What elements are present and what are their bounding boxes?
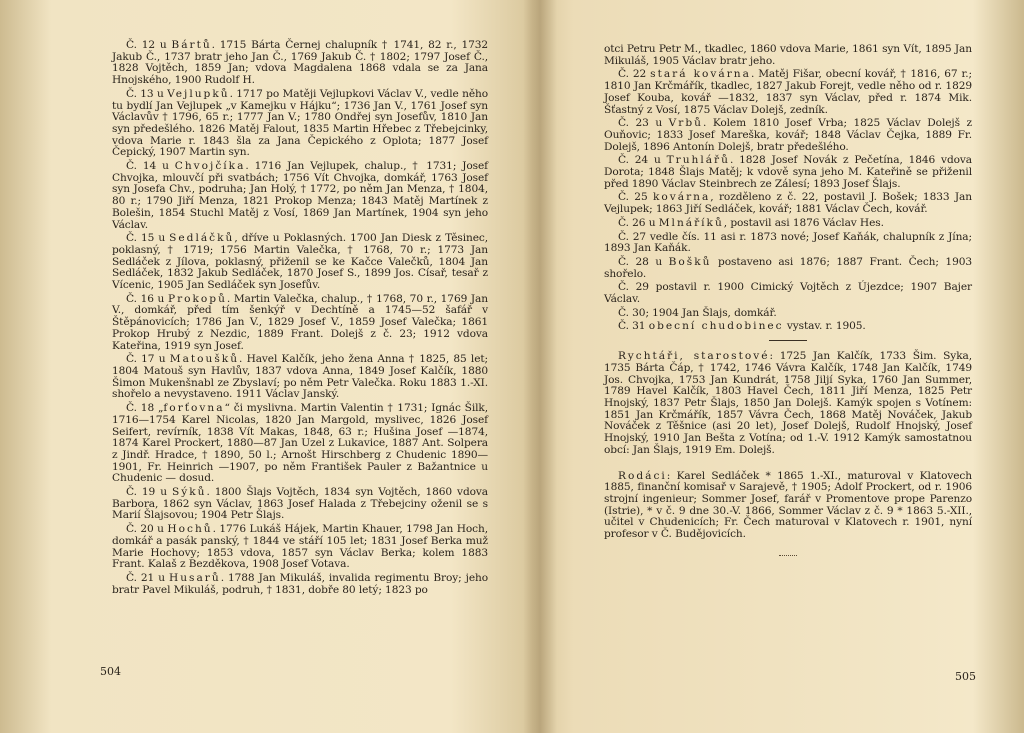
house-name: Chvojčíka <box>174 160 246 173</box>
right-page-text <box>604 44 972 556</box>
house-entry <box>604 218 972 230</box>
entry-lead: Č. 31 <box>618 320 649 333</box>
rychtari-heading: Rychtáři, starostové <box>618 350 770 363</box>
house-entry <box>604 44 972 67</box>
house-entry <box>112 354 488 401</box>
entry-text: . Martin Valečka, chalup., † 1768, 70 r., 1769 Jan V., domkář, před tím šenkýř v Dechtíně a 1745—52 šafář v Štěpánovicích; 1786 Jan V., 1829 Josef V., 1859 Josef Valečka; 1861 Prokop Hrubý z Nezdic, 1889 Frant. Dolejš z č. 23; 1912 vdova Kateřina, 1919 syn Josef. <box>112 292 488 352</box>
house-name: Vrbů <box>668 117 703 130</box>
entry-lead: Č. 13 u <box>126 87 168 100</box>
house-entry <box>604 118 972 153</box>
house-name: forťovna <box>163 402 225 415</box>
house-name: Hochů <box>167 523 213 536</box>
house-name: Vejlupků <box>167 87 230 100</box>
house-entry <box>112 161 488 231</box>
rychtari-text: : 1725 Jan Kalčík, 1733 Šim. Syka, 1735 Bárta Čáp, † 1742, 1746 Vávra Kalčík, 1748 Jan Kalčík, 1749 Jos. Chvojka, 1753 Jan Kundrát, 1758 Jiljí Syka, 1760 Jan Summer, 1789 Havel Kalčík, 1803 Havel Čech, 1811 Jiří Menza, 1825 Petr Hnojský, 1837 Petr Šlajs, 1850 Jan Dolejš. Kamýk spojen s Votínem: 1851 Jan Krčmářík, 1857 Vávra Čech, 1868 Matěj Nováček, Jakub Nováček z Těšnice (asi 20 let), Josef Dolejš, Rudolf Hnojský, Josef Hnojský, 1910 Jan Bešta z Votína; od 1.-V. 1912 Kamýk samostatnou obcí: Jan Šlajs, 1919 Em. Dolejš. <box>604 350 972 456</box>
entry-text: postaveno asi 1876; 1887 Frant. Čech; 1903 shořelo. <box>604 255 972 280</box>
house-entry <box>112 233 488 292</box>
house-name: Sedláčků <box>169 232 235 245</box>
entry-lead: Č. 23 u <box>618 117 669 130</box>
entry-lead: Č. 20 u <box>126 523 168 536</box>
entry-text: Č. 30; 1904 Jan Šlajs, domkář. <box>618 306 777 319</box>
house-name: Mlnáříků <box>658 216 724 229</box>
right-page <box>560 0 1024 733</box>
entry-text: , rozděleno z č. 22, postavil J. Bošek; 1833 Jan Vejlupek; 1863 Jiří Sedláček, kovář; 1881 Václav Čech, kovář. <box>604 191 972 216</box>
house-entry <box>604 308 972 320</box>
entry-text: “ či myslivna. Martin Valentin † 1731; Ignác Šilk, 1716—1754 Karel Nicolas, 1820 Jan Margold, myslivec, 1826 Josef Seifert, revírník, 1838 Vít Makas, 1848, 63 r.; Hušina Josef —1874, 1874 Karel Prockert, 1880—87 Jan Uzel z Lukavice, 1887 Ant. Solpera z Jindř. Hradce, † 1890, 50 l.; Arnošt Hirschberg z Chudenic 1890—1901, Fr. Heinrich —1907, po něm František Pauler z Bažantnice u Chudenic — dosud. <box>112 402 489 485</box>
house-entry <box>604 282 972 305</box>
entry-text: . 1788 Jan Mikuláš, invalida regimentu Broy; jeho bratr Pavel Mikuláš, podruh, † 1831, dobře 80 letý; 1823 po <box>112 571 489 596</box>
entry-lead: Č. 15 u <box>126 232 170 245</box>
house-name: obecní chudobinec <box>648 320 784 333</box>
house-entry <box>604 69 972 116</box>
entry-lead: Č. 17 u <box>126 353 170 366</box>
rodaci-paragraph <box>604 471 972 541</box>
entry-lead: Č. 18 „ <box>126 402 164 415</box>
entry-lead: Č. 25 <box>618 191 653 204</box>
house-entry <box>604 257 972 280</box>
entry-lead: Č. 26 u <box>618 216 659 229</box>
house-entry <box>112 89 488 159</box>
house-entry <box>112 487 488 522</box>
entry-lead: Č. 12 u <box>126 39 172 51</box>
house-name: Prokopů <box>167 292 227 305</box>
house-entry <box>112 294 488 353</box>
house-name: Bártů <box>171 39 212 51</box>
entry-text: . Havel Kalčík, jeho žena Anna † 1825, 85 let; 1804 Matouš syn Havlův, 1837 vdova Anna, 1849 Josef Kalčík, 1880 Šimon Mukenšnabl ze Zbyslaví; po něm Petr Valečka. Roku 1883 1.-XI. shořelo a nevystaveno. 1911 Václav Janský. <box>112 353 488 401</box>
house-name: Matoušků <box>169 353 240 366</box>
house-name: Sýků <box>171 486 207 499</box>
entry-text: , dříve u Poklasných. 1700 Jan Diesk z Těsinec, poklasný, † 1719; 1756 Martin Valečka, † 1768, 70 r.; 1773 Jan Sedláček z Jílova, poklasný, přiženil se ke Kačce Valečků, 1804 Jan Sedláček, 1832 Jakub Sedláček, 1870 Josef S., 1899 Jos. Císař, tesař z Vícenic, 1905 Jan Sedláček syn Josefův. <box>112 232 489 292</box>
left-page-text <box>112 40 488 598</box>
house-entry <box>112 573 488 596</box>
entry-lead: Č. 19 u <box>126 486 172 499</box>
rychtari-paragraph <box>604 351 972 456</box>
entry-text: . 1717 po Matěji Vejlupkovi Václav V., vedle něho tu bydlí Jan Vejlupek „v Kamejku v Hájku“; 1736 Jan V., 1761 Josef syn Václavův † 1796, 65 r.; 1777 Jan V.; 1780 Ondřej syn Josefův, 1810 Jan syn předešlého. 1826 Matěj Falout, 1835 Martin Hřebec z Třebejcinky, vdova Marie r. 1843 šla za Jana Čepického z Oplota; 1877 Josef Čepický, 1907 Martin syn. <box>112 87 489 159</box>
entry-lead: Č. 16 u <box>126 292 168 305</box>
entry-text: , postavil asi 1876 Václav Hes. <box>723 216 884 229</box>
entry-text: . Kolem 1810 Josef Vrba; 1825 Václav Dolejš z Ouňovic; 1833 Josef Mareška, kovář; 1848 Václav Čejka, 1889 Fr. Dolejš, 1896 Antonín Dolejš, bratr předešlého. <box>604 117 972 153</box>
entry-lead: Č. 24 u <box>618 154 667 167</box>
rodaci-text: : Karel Sedláček * 1865 1.-XI., maturoval v Klatovech 1885, finanční komisař v Sarajevě, † 1905; Adolf Prockert, od r. 1906 strojní ingenieur; Sommer Josef, farář v Promentove prope Parenzo (Istrie), * v č. 9 dne 30.-V. 1866, Sommer Václav z č. 9 * 1863 5.-XII., učitel v Chudenicích; Fr. Čech maturoval v Klatovech r. 1901, nyní profesor v Č. Budějovicích. <box>604 469 972 541</box>
entry-text: . 1800 Šlajs Vojtěch, 1834 syn Vojtěch, 1860 vdova Barbora, 1862 syn Václav, 1863 Josef Halada z Třebejciny oženil se s Marií Šlajsovou; 1904 Petr Šlajs. <box>112 486 489 522</box>
entry-text: vystav. r. 1905. <box>783 320 866 333</box>
house-name: Bošků <box>668 255 712 268</box>
rodaci-heading: Rodáci <box>618 469 667 482</box>
house-entry <box>604 192 972 215</box>
end-ornament <box>779 555 797 556</box>
section-divider <box>769 340 807 341</box>
house-entry <box>112 403 488 485</box>
entry-lead: Č. 28 u <box>618 255 669 268</box>
entry-text: . 1828 Josef Novák z Pečetína, 1846 vdova Dorota; 1848 Šlajs Matěj; k vdově syna jeho M. Kateřině se přiženil před 1890 Václav Steinbrech ze Zálesí; 1893 Josef Šlajs. <box>604 154 972 190</box>
entry-text: otci Petru Petr M., tkadlec, 1860 vdova Marie, 1861 syn Vít, 1895 Jan Mikuláš, 1905 Václav bratr jeho. <box>604 43 972 67</box>
house-entry <box>604 232 972 255</box>
entry-lead: Č. 21 u <box>126 571 169 584</box>
entry-text: . 1776 Lukáš Hájek, Martin Khauer, 1798 Jan Hoch, domkář a pasák panský, † 1844 ve stáří 105 let; 1831 Josef Berka muž Marie Hochovy; 1853 vdova, 1857 syn Václav Berka; kolem 1883 Frant. Kalaš z Bezděkova, 1908 Josef Votava. <box>112 523 488 571</box>
entry-text: Č. 27 vedle čís. 11 asi r. 1873 nové; Josef Kaňák, chalupník z Jína; 1893 Jan Kaňák. <box>604 230 972 255</box>
page-number-left: 504 <box>100 665 121 678</box>
house-name: kovárna <box>652 191 711 204</box>
entry-text: . Matěj Fišar, obecní kovář, † 1816, 67 r.; 1810 Jan Krčmářík, tkadlec, 1827 Jakub Forejt, vedle něho od r. 1829 Josef Kouba, kovář —1832, 1837 syn Václav, před r. 1874 Mik. Šťastný z Vosí, 1875 Václav Dolejš, zedník. <box>604 68 973 116</box>
entry-lead: Č. 22 <box>618 68 651 81</box>
house-entry <box>112 40 488 87</box>
house-name: Husarů <box>168 571 221 584</box>
house-entry <box>112 524 488 571</box>
entry-lead: Č. 14 u <box>126 160 175 173</box>
entry-text: Č. 29 postavil r. 1900 Cimický Vojtěch z Újezdce; 1907 Bajer Václav. <box>604 281 972 306</box>
house-name: Truhlářů <box>666 154 730 167</box>
house-entry <box>604 321 972 333</box>
house-entry <box>604 155 972 190</box>
page-number-right: 505 <box>955 670 976 683</box>
entry-text: . 1715 Bárta Černej chalupník † 1741, 82 r., 1732 Jakub Č., 1737 bratr jeho Jan Č., 1769 Jakub Č. † 1802; 1797 Josef Č., 1828 Vojtěch, 1859 Jan; vdova Magdalena 1868 vdala se za Jana Hnojského, 1900 Rudolf H. <box>112 39 489 87</box>
house-entries <box>604 44 972 333</box>
entry-text: . 1716 Jan Vejlupek, chalup., † 1731; Josef Chvojka, mlouvčí při svatbách; 1756 Vít Chvojka, domkář, 1763 Josef syn Josefa Chv., podruha; Jan Holý, † 1772, po něm Jan Menza, † 1804, 80 r.; 1790 Jiří Menza, 1821 Prokop Menza; 1843 Matěj Martínek z Bolešin, 1854 Stuchl Matěj z Vosí, 1869 Jan Martínek, 1904 syn jeho Václav. <box>112 160 488 231</box>
house-name: stará kovárna <box>650 68 751 81</box>
